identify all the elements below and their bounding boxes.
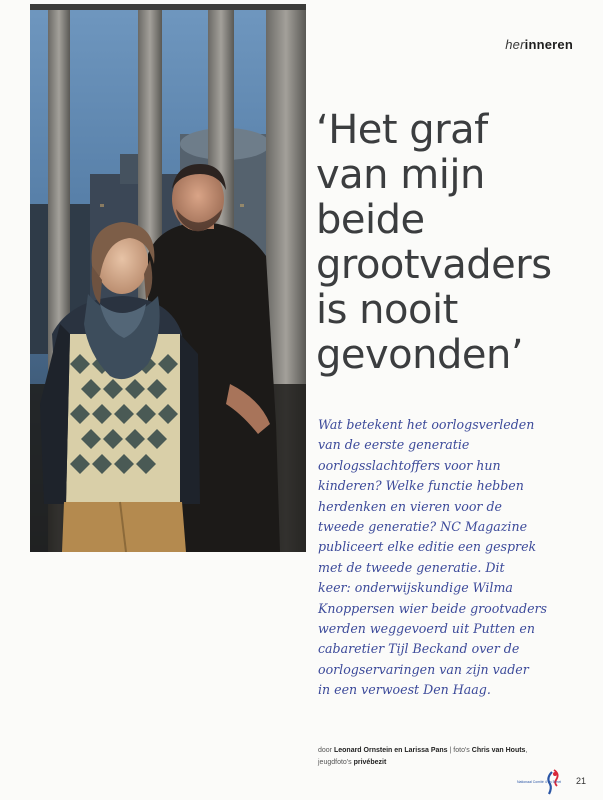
headline-line: is nooit [316, 287, 458, 333]
intro-line: oorlogservaringen van zijn vader [318, 661, 529, 677]
article-credits: door Leonard Ornstein en Larissa Pans | foto's Chris van Houts, jeugdfoto's privébezit [318, 747, 528, 766]
intro-line: herdenken en vieren voor de [318, 498, 502, 514]
headline-line: van mijn [316, 152, 485, 198]
portrait-photo-illustration [30, 4, 306, 552]
credits-youth-label: jeugdfoto's [318, 759, 352, 766]
headline [316, 108, 596, 378]
headline-line: gevonden’ [316, 332, 524, 378]
intro-line: cabaretier Tijl Beckand over de [318, 641, 520, 657]
portrait-photo [30, 4, 306, 552]
intro-line: werden weggevoerd uit Putten en [318, 621, 535, 637]
intro-line: Knoppersen wier beide grootvaders [318, 600, 547, 616]
headline-line: beide [316, 197, 425, 243]
intro-line: met de tweede generatie. Dit [318, 559, 505, 575]
credits-photographer: Chris van Houts [471, 747, 526, 754]
intro-line: keer: onderwijskundige Wilma [318, 580, 513, 596]
page-number: 21 [576, 776, 587, 786]
intro-line: publiceert elke editie een gesprek [318, 539, 537, 555]
intro-line: van de eerste generatie [318, 437, 470, 453]
intro-line: Wat betekent het oorlogsverleden [318, 417, 535, 432]
intro-line: oorlogsslachtoffers voor hun [318, 457, 501, 473]
credits-authors: Leonard Ornstein en Larissa Pans [333, 747, 448, 754]
intro-line: kinderen? Welke functie hebben [318, 478, 524, 494]
intro-line: in een verwoest Den Haag. [318, 682, 491, 698]
headline-line: grootvaders [316, 242, 552, 288]
intro-line: tweede generatie? NC Magazine [318, 519, 528, 535]
logo-text: Nationaal Comité 4 en 5 mei [517, 780, 562, 784]
credits-separator: | [449, 747, 452, 754]
section-label-prefix: her [505, 37, 525, 52]
section-label-suffix: inneren [524, 37, 573, 52]
section-label [505, 37, 573, 52]
credits-youth-source: privébezit [353, 759, 387, 766]
credits-photo-label: foto's [453, 747, 470, 754]
intro-paragraph [318, 415, 580, 701]
headline-line: ‘Het graf [316, 107, 488, 153]
credits-by-label: door [318, 747, 333, 754]
